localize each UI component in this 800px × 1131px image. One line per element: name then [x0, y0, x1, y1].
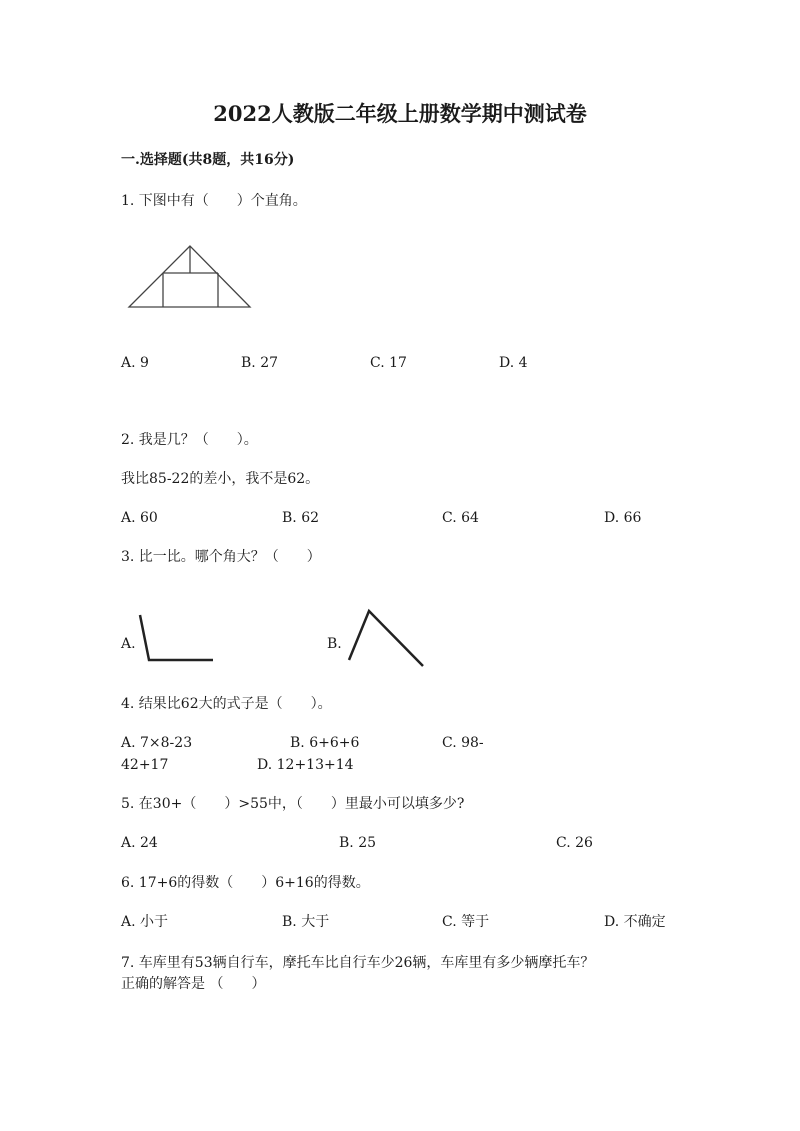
roof-figure — [125, 240, 255, 312]
page-title: 2022人教版二年级上册数学期中测试卷 — [213, 101, 587, 126]
question-4-option-d: D. 12+13+14 — [257, 757, 354, 773]
question-5-option-c: C. 26 — [556, 835, 593, 851]
question-7-stem: 7. 车库里有53辆自行车，摩托车比自行车少26辆，车库里有多少辆摩托车？ — [121, 955, 595, 971]
angle-b-figure — [343, 605, 428, 671]
question-5-option-a: A. 24 — [121, 835, 158, 851]
question-2-option-b: B. 62 — [282, 510, 320, 526]
question-6-option-a: A. 小于 — [121, 914, 169, 930]
question-3-option-a: A. — [121, 636, 136, 652]
section-heading: 一.选择题(共8题，共16分) — [121, 152, 295, 168]
question-4-option-a: A. 7×8-23 — [121, 735, 193, 751]
question-1-stem: 1. 下图中有（ ）个直角。 — [121, 193, 307, 209]
question-5-option-b: B. 25 — [339, 835, 377, 851]
question-3-option-b: B. — [327, 636, 342, 652]
question-4-stem: 4. 结果比62大的式子是（ ）。 — [121, 696, 332, 712]
question-6-option-d: D. 不确定 — [604, 914, 666, 930]
question-4-option-b: B. 6+6+6 — [290, 735, 360, 751]
question-6-stem: 6. 17+6的得数（ ）6+16的得数。 — [121, 875, 370, 891]
question-2-stem: 2. 我是几？（ ）。 — [121, 432, 258, 448]
question-3-stem: 3. 比一比。哪个角大？（ ） — [121, 549, 321, 565]
question-5-stem: 5. 在30+（ ）>55中，（ ）里最小可以填多少? — [121, 796, 465, 812]
question-6-option-b: B. 大于 — [282, 914, 330, 930]
question-7-prompt: 正确的解答是 （ ） — [121, 976, 266, 992]
question-1-option-d: D. 4 — [499, 355, 528, 371]
angle-a-figure — [135, 610, 217, 666]
question-1-option-a: A. 9 — [121, 355, 149, 371]
question-1-option-b: B. 27 — [241, 355, 279, 371]
question-1-option-c: C. 17 — [370, 355, 407, 371]
question-2-option-a: A. 60 — [121, 510, 158, 526]
question-2-hint: 我比85-22的差小，我不是62。 — [121, 471, 320, 487]
question-2-option-d: D. 66 — [604, 510, 642, 526]
question-4-option-c-continued: 42+17 — [121, 757, 169, 773]
question-2-option-c: C. 64 — [442, 510, 479, 526]
question-6-option-c: C. 等于 — [442, 914, 490, 930]
question-4-option-c: C. 98- — [442, 735, 484, 751]
